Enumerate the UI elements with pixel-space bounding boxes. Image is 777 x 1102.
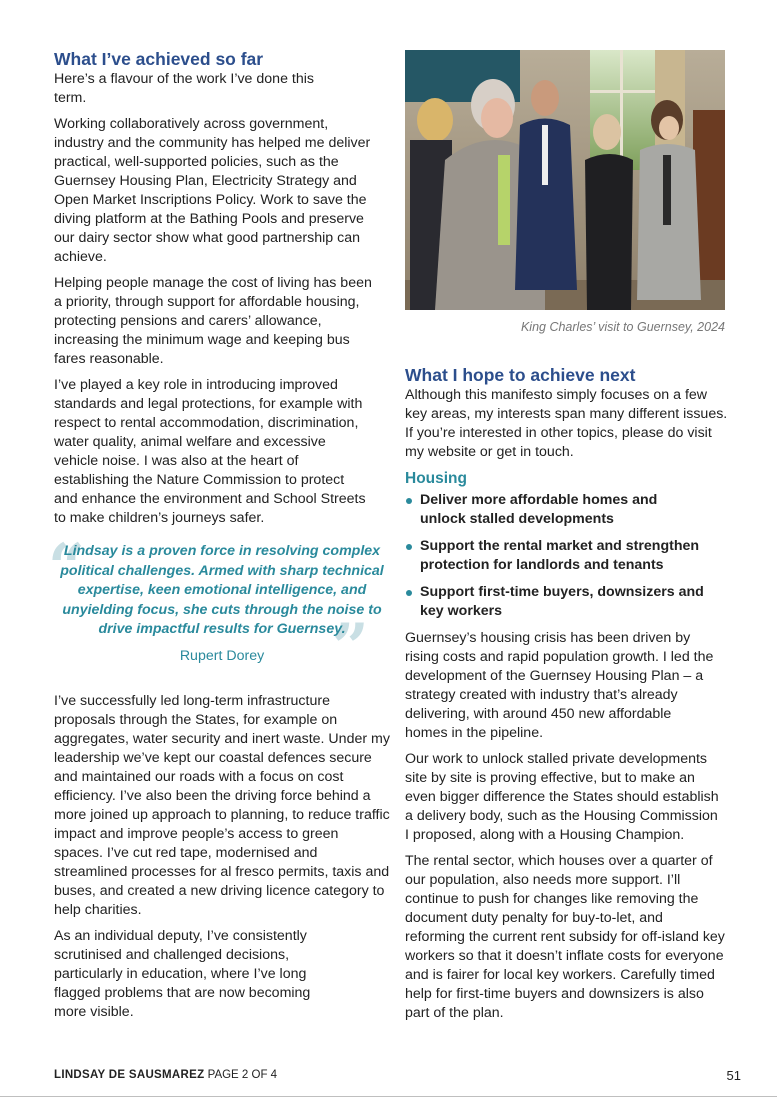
next-steps-intro: Although this manifesto simply focuses on a few key areas, my interests span many different issues. If you’re interested in other topics, please do visit my website or get in touch. xyxy=(405,387,728,460)
right-column xyxy=(405,50,733,1030)
achievements-paragraph-3: I’ve played a key role in introducing improved standards and legal protections, for example with respect to rental accommodation, discrimination, water quality, animal welfare and excessive vehicle noise. I was also at the heart of establishing the Nature Commission to protect and enhance the environment and School Streets to make children’s journeys safer. xyxy=(54,377,366,526)
housing-paragraph-3: The rental sector, which houses over a quarter of our population, also needs more support. I’ll continue to push for changes like removing the document duty penalty for buy-to-let, and reforming the current rent subsidy for off-island key workers so that it doesn’t inflate costs for everyone and is fairer for local key workers. Carefully timed help for first-time buyers and downsizers is also part of the plan. xyxy=(405,853,725,1021)
housing-priorities-list xyxy=(405,491,733,621)
list-item xyxy=(405,537,730,575)
royal-visit-photo xyxy=(405,50,725,310)
royal-visit-photo-image xyxy=(405,50,725,310)
bullet-text: Deliver more affordable homes and unlock stalled developments xyxy=(420,492,658,527)
footer-divider xyxy=(0,1096,777,1097)
endorsement-quote xyxy=(48,530,390,685)
housing-paragraph-2: Our work to unlock stalled private developments site by site is proving effective, but to make an even bigger difference the States should establish a delivery body, such as the Housing Commission I proposed, along with a Housing Champion. xyxy=(405,751,719,843)
quote-author: Rupert Dorey xyxy=(179,647,265,664)
next-steps-heading: What I hope to achieve next xyxy=(405,365,636,385)
footer-page-label: PAGE 2 OF 4 xyxy=(207,1069,278,1081)
achievements-paragraph-5: As an individual deputy, I’ve consistently scrutinised and challenged decisions, particularly in education, where I’ve long flagged problems that are now becoming more visible. xyxy=(54,928,311,1020)
footer-candidate-name: LINDSAY DE SAUSMAREZ xyxy=(54,1069,205,1081)
page-number: 51 xyxy=(726,1068,741,1083)
bullet-icon xyxy=(406,544,412,550)
list-item xyxy=(405,583,720,621)
bullet-icon xyxy=(406,590,412,596)
page-footer xyxy=(54,1069,741,1087)
open-quote-icon: “ xyxy=(48,530,85,605)
housing-subheading: Housing xyxy=(405,470,467,487)
achievements-paragraph-4: I’ve successfully led long-term infrastructure proposals through the States, for example on aggregates, water security and inert waste. Under my leadership we’ve kept our coastal defences secure and maintained our roads with a focus on cost efficiency. I’ve also been the driving force behind a more joined up approach to planning, to reduce traffic impact and improve people’s access to green spaces. I’ve cut red tape, modernised and streamlined processes for al fresco permits, taxis and buses, and created a new driving licence category to help charities. xyxy=(54,693,390,918)
bullet-icon xyxy=(406,498,412,504)
quote-text: Lindsay is a proven force in resolving complex political challenges. Armed with sharp technical expertise, keen emotional intelligence, and unyielding focus, she cuts through the noise to drive impactful results for Guernsey. xyxy=(60,543,384,638)
achievements-heading: What I’ve achieved so far xyxy=(54,49,264,69)
achievements-intro: Here’s a flavour of the work I’ve done this term. xyxy=(54,71,314,106)
bullet-text: Support the rental market and strengthen protection for landlords and tenants xyxy=(420,538,700,573)
photo-caption: King Charles’ visit to Guernsey, 2024 xyxy=(520,320,725,334)
housing-paragraph-1: Guernsey’s housing crisis has been driven by rising costs and rapid population growth. I led the development of the Guernsey Housing Plan – a strategy created with industry that’s already delivering, with around 450 new affordable homes in the pipeline. xyxy=(405,630,714,741)
bullet-text: Support first-time buyers, downsizers and key workers xyxy=(420,584,704,619)
achievements-paragraph-2: Helping people manage the cost of living has been a priority, through support for affordable housing, protecting pensions and carers’ allowance, increasing the minimum wage and keeping bus fares reasonable. xyxy=(54,275,372,367)
left-column xyxy=(48,48,390,1029)
close-quote-icon: ” xyxy=(332,610,369,685)
list-item xyxy=(405,491,700,529)
achievements-paragraph-1: Working collaboratively across government, industry and the community has helped me deliver practical, well-supported policies, such as the Guernsey Housing Plan, Electricity Strategy and Open Market Inscriptions Policy. Work to save the diving platform at the Bathing Pools and preserve our dairy sector show what good partnership can achieve. xyxy=(54,116,371,265)
